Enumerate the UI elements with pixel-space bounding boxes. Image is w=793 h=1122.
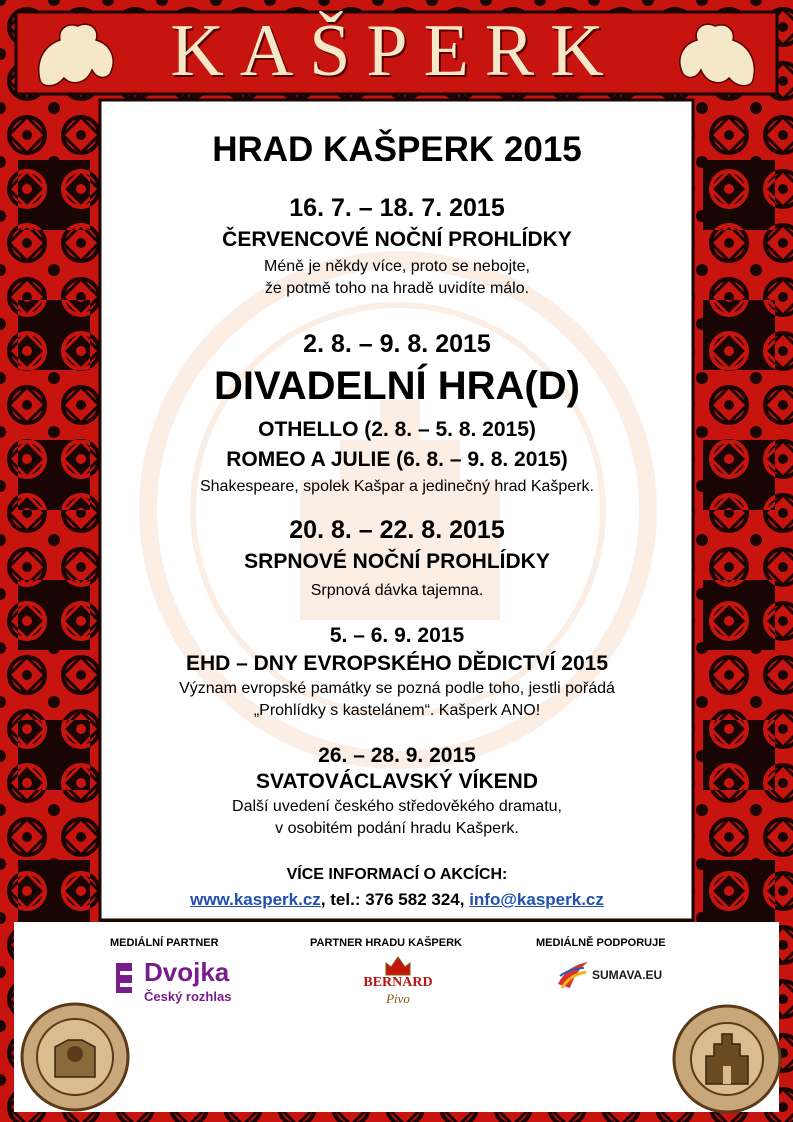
event-title: DIVADELNÍ HRA(D)	[214, 364, 580, 408]
website-link[interactable]: www.kasperk.cz	[190, 890, 321, 909]
event-description: Méně je někdy více, proto se nebojte,	[264, 258, 530, 275]
dvojka-icon	[112, 959, 138, 995]
event-description: Srpnová dávka tajemna.	[310, 582, 484, 599]
dvojka-sub: Český rozhlas	[144, 989, 232, 1004]
event-subtitle: OTHELLO (2. 8. – 5. 8. 2015)	[258, 418, 536, 441]
town-seal-left-icon	[20, 1002, 130, 1112]
event-description: Další uvedení českého středověkého dramatu,	[232, 798, 562, 815]
bernard-crest-icon	[383, 955, 413, 977]
event-description: v osobitém podání hradu Kašperk.	[275, 820, 519, 837]
partner-label: PARTNER HRADU KAŠPERK	[310, 937, 462, 949]
dvojka-name: Dvojka	[144, 957, 230, 987]
partner-label: MEDIÁLNĚ PODPORUJE	[536, 937, 666, 949]
event-title: SVATOVÁCLAVSKÝ VÍKEND	[256, 770, 538, 793]
contact-line	[104, 890, 690, 910]
info-heading: VÍCE INFORMACÍ O AKCÍCH:	[286, 866, 508, 883]
event-title: SRPNOVÉ NOČNÍ PROHLÍDKY	[244, 550, 550, 573]
event-date: 16. 7. – 18. 7. 2015	[289, 194, 505, 222]
bernard-sub: Pivo	[386, 991, 410, 1006]
event-description: Shakespeare, spolek Kašpar a jedinečný hrad Kašperk.	[199, 478, 594, 495]
event-date: 2. 8. – 9. 8. 2015	[303, 330, 491, 358]
event-title: EHD – DNY EVROPSKÉHO DĚDICTVÍ 2015	[185, 652, 609, 675]
phone-text: , tel.: 376 582 324,	[320, 890, 470, 909]
event-description: že potmě toho na hradě uvidíte málo.	[264, 280, 530, 297]
bernard-logo[interactable]	[360, 955, 436, 1015]
dvojka-logo[interactable]	[112, 955, 252, 1007]
partner-label: MEDIÁLNÍ PARTNER	[110, 937, 219, 949]
page-title: HRAD KAŠPERK 2015	[212, 130, 582, 169]
event-list	[104, 102, 690, 914]
event-date: 5. – 6. 9. 2015	[329, 624, 465, 647]
event-description: „Prohlídky s kastelánem“. Kašperk ANO!	[253, 702, 541, 719]
sumava-swoosh-icon	[556, 958, 590, 992]
event-date: 20. 8. – 22. 8. 2015	[289, 516, 505, 544]
email-link[interactable]: info@kasperk.cz	[469, 890, 604, 909]
castle-seal-right-icon	[672, 1004, 782, 1114]
bernard-name: BERNARD	[363, 975, 433, 990]
event-title: ČERVENCOVÉ NOČNÍ PROHLÍDKY	[222, 228, 572, 251]
event-date: 26. – 28. 9. 2015	[318, 744, 476, 767]
sumava-logo[interactable]	[556, 958, 676, 998]
event-description: Význam evropské památky se pozná podle toho, jestli pořádá	[179, 680, 615, 697]
sumava-name: SUMAVA.EU	[592, 968, 663, 982]
event-subtitle: ROMEO A JULIE (6. 8. – 9. 8. 2015)	[226, 448, 568, 471]
header-title: KAŠPERK	[170, 9, 620, 92]
